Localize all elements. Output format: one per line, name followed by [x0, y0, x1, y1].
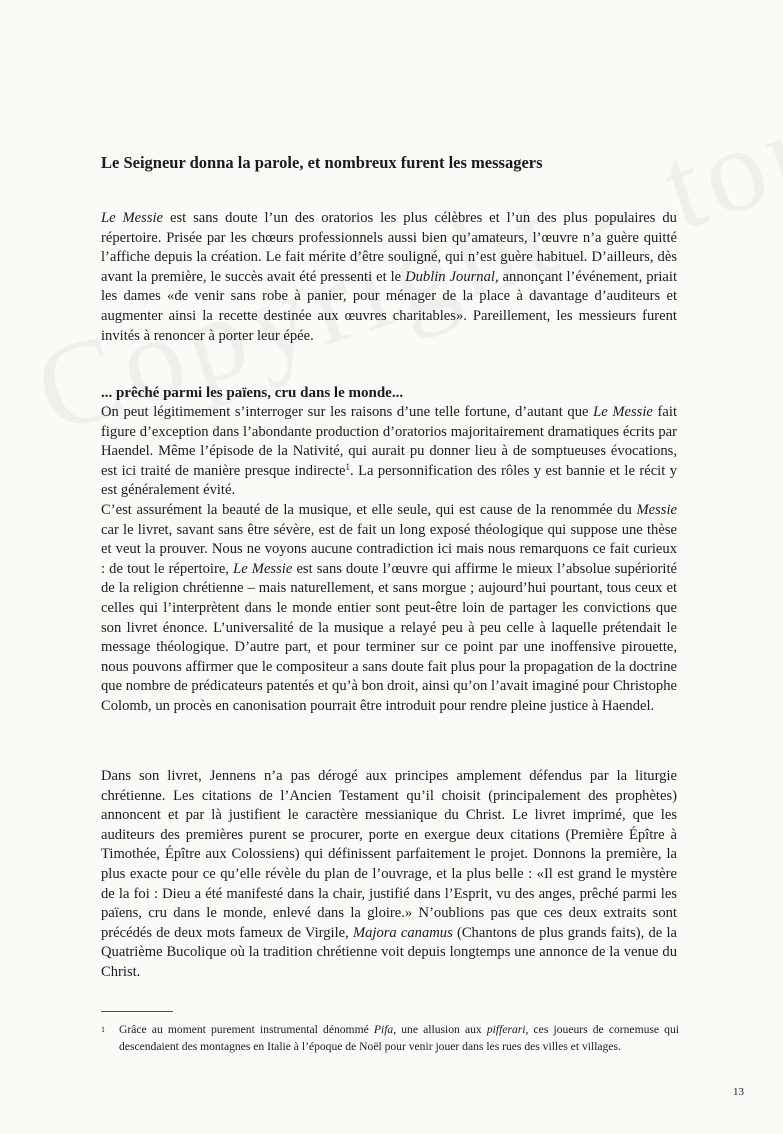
paragraph-4: Dans son livret, Jennens n’a pas dérogé aux principes amplement défendus par la liturgie chrétienne. Les citations de l’Ancien Testament qu’il choisit (principalement des prophètes) annoncent et par là justifient le caractère messianique du Christ. Le livret imprimé, que les auditeurs des premières purent se procurer, porte en exergue deux citations (Première Épître à Timothée, Épître aux Colossiens) qui définissent parfaitement le projet. Donnons la première, la plus exacte pour ce qu’elle révèle du plan de l’ouvrage, et la plus belle : «Il est grand le mystère de la foi : Dieu a été manifesté dans la chair, justifié dans l’Esprit, vu des anges, prêché parmi les païens, cru dans le monde, enlevé dans la gloire.» N’oublions pas que ces deux extraits sont précédés de deux mots fameux de Virgile, Majora canamus (Chantons de plus grands faits), de la Quatrième Bucolique où la tradition chrétienne voit depuis longtemps une annonce de la venue du Christ.: [101, 768, 677, 980]
italic-journal: Dublin Journal,: [405, 268, 499, 285]
footnote-divider: [101, 1011, 173, 1012]
section-subheading: ... prêché parmi les païens, cru dans le monde...: [101, 385, 404, 401]
paragraph-1: Le Messie est sans doute l’un des oratorios les plus célèbres et l’un des plus populaires du répertoire. Prisée par les chœurs professionnels aussi bien qu’amateurs, l’œuvre n’a guère quitté l’affiche depuis la création. Le fait mérite d’être souligné, qui n’est guère habituel. D’ailleurs, dès avant la première, le succès avait été pressenti et le Dublin Journal, annonçant l’événement, priait les dames «de venir sans robe à panier, pour ménager de la place à davantage d’auditeurs et augmenter ainsi la recette destinée aux œuvres charitables». Pareillement, les messieurs furent invités à renoncer à porter leur épée.: [101, 210, 677, 344]
footnote-reference: 1: [345, 461, 350, 472]
page-heading: Le Seigneur donna la parole, et nombreux furent les messagers: [101, 153, 543, 172]
italic-title: Le Messie: [101, 210, 164, 226]
page-number: 13: [733, 1086, 744, 1098]
footnote-mark: 1: [101, 1025, 105, 1034]
footnote: 1 Grâce au moment purement instrumental dénommé Pifa, une allusion aux pifferari, ces joueurs de cornemuse qui descendaient des montagnes en Italie à l’époque de Noël pour venir jouer dans les rues des villes et villages.: [101, 1023, 679, 1053]
paragraph-2-3: On peut légitimement s’interroger sur les raisons d’une telle fortune, d’autant que Le Messie fait figure d’exception dans l’abondante production d’oratorios majoritairement dramatiques écrits par Haendel. Même l’épisode de la Nativité, qui aurait pu donner lieu à de somptueuses évocations, est ici traité de manière presque indirecte$^1$. La personnification des rôles y est bannie et le récit y est généralement évité. C’est assurément la beauté de la musique, et elle seule, qui est cause de la renommée du Messie car le livret, savant sans être sévère, est de fait un long exposé théologique qui suppose une thèse et veut la prouver. Nous ne voyons aucune contradiction ici mais nous remarquons ce fait curieux : de tout le répertoire, Le Messie est sans doute l’œuvre qui affirme le mieux l’absolue supériorité de la religion chrétienne – mais naturellement, et sans morgue ; aujourd’hui pourtant, tous ceux et celles qui l’interprètent dans le monde entier sont peut-être loin de partager les convictions que son livret énonce. L’universalité de la musique a relayé peu à peu celle à laquelle prétendait le message théologique. D’autre part, et pour terminer sur ce point par une inoffensive pirouette, nous pouvons affirmer que le compositeur a sans doute fait plus pour la propagation de la doctrine que nombre de prédicateurs patentés et qu’à bon droit, ainsi qu’on l’avait imaginé pour Christophe Colomb, un procès en canonisation pourrait être introduit pour rendre pleine justice à Haendel.: [101, 404, 677, 714]
